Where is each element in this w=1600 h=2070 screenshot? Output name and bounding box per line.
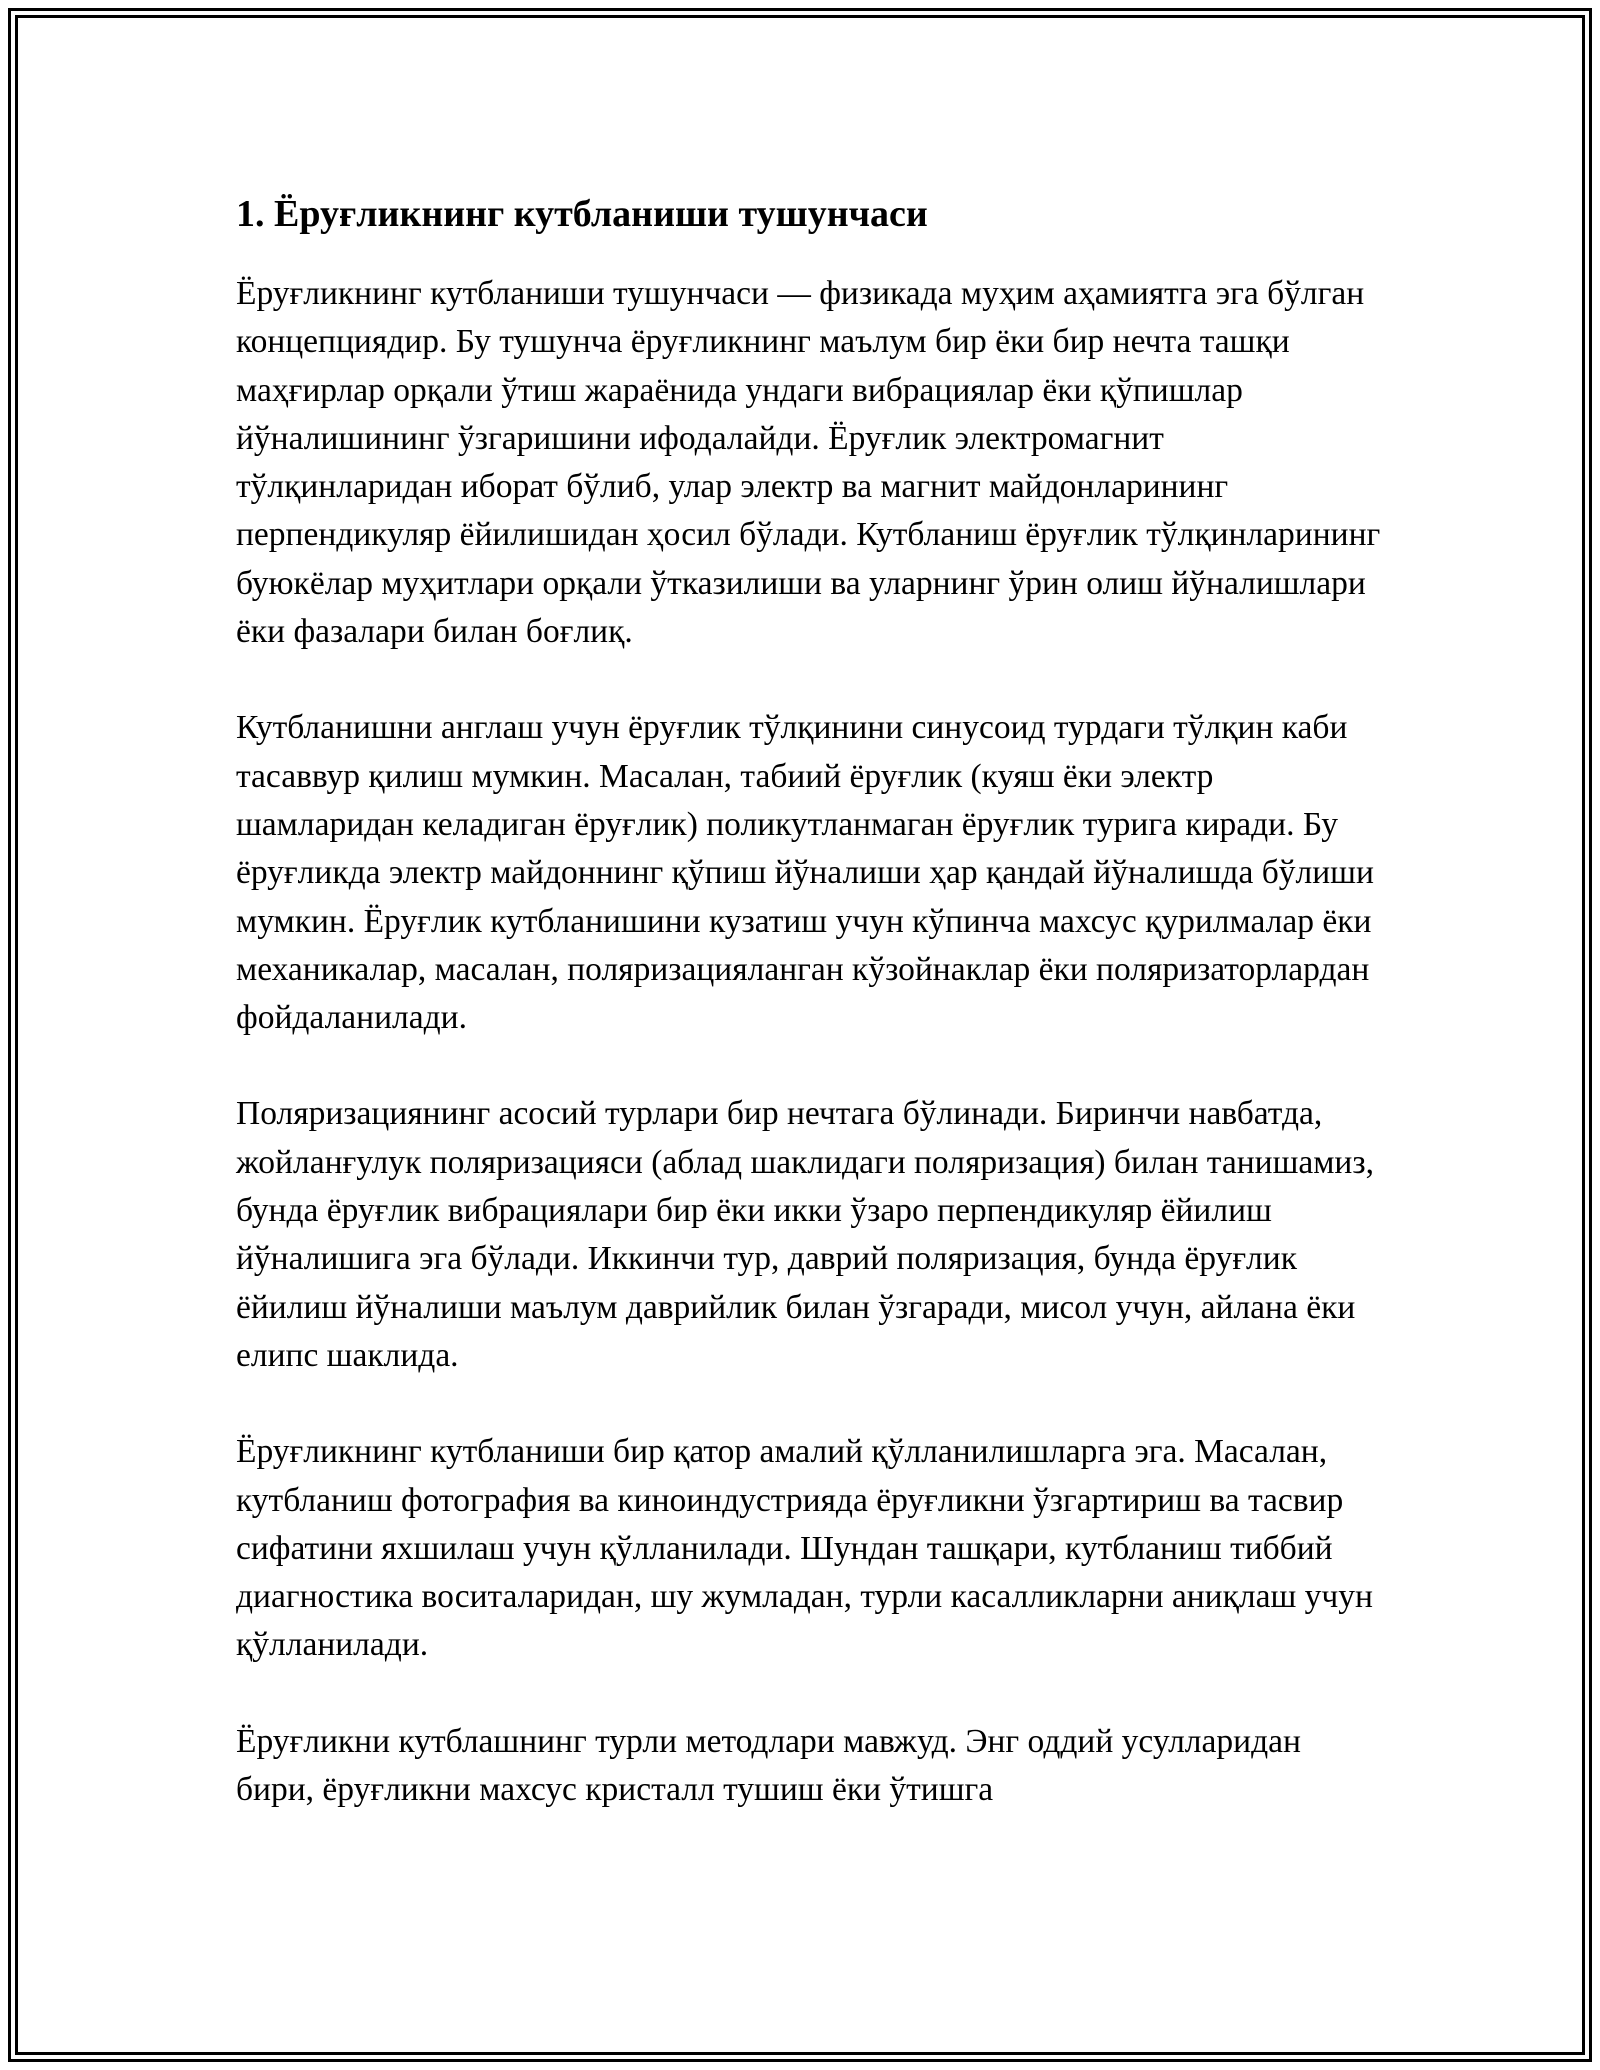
document-body bbox=[236, 188, 1386, 1862]
paragraph-1: Ёруғликнинг кутбланиши тушунчаси — физикада муҳим аҳамиятга эга бўлган концепциядир. Бу тушунча ёруғликнинг маълум бир ёки бир нечта ташқи маҳғирлар орқали ўтиш жараёнида ундаги вибрациялар ёки қўпишлар йўналишининг ўзгаришини ифодалайди. Ёруғлик электромагнит тўлқинларидан иборат бўлиб, улар электр ва магнит майдонларининг перпендикуляр ёйилишидан ҳосил бўлади. Кутбланиш ёруғлик тўлқинларининг буюкёлар муҳитлари орқали ўтказилиши ва уларнинг ўрин олиш йўналишлари ёки фазалари билан боғлиқ. bbox=[236, 275, 1381, 651]
paragraph-4: Ёруғликнинг кутбланиши бир қатор амалий қўлланилишларга эга. Масалан, кутбланиш фотография ва киноиндустрияда ёруғликни ўзгартириш ва тасвир сифатини яхшилаш учун қўлланилади. Шундан ташқари, кутбланиш тиббий диагностика воситаларидан, шу жумладан, турли касалликларни аниқлаш учун қўлланилади. bbox=[236, 1433, 1373, 1664]
paragraph-3: Поляризациянинг асосий турлари бир нечтага бўлинади. Биринчи навбатда, жойланғулук поляризацияси (аблад шаклидаги поляризация) билан танишамиз, бунда ёруғлик вибрациялари бир ёки икки ўзаро перпендикуляр ёйилиш йўналишига эга бўлади. Иккинчи тур, даврий поляризация, бунда ёруғлик ёйилиш йўналиши маълум даврийлик билан ўзгаради, мисол учун, айлана ёки елипс шаклида. bbox=[236, 1095, 1374, 1374]
paragraph-5: Ёруғликни кутблашнинг турли методлари мавжуд. Энг оддий усулларидан бири, ёруғликни махсус кристалл тушиш ёки ўтишга bbox=[236, 1722, 1301, 1809]
paragraph-2: Кутбланишни англаш учун ёруғлик тўлқинини синусоид турдаги тўлқин каби тасаввур қилиш мумкин. Масалан, табиий ёруғлик (куяш ёки электр шамларидан келадиган ёруғлик) поликутланмаган ёруғлик турига киради. Бу ёруғликда электр майдоннинг қўпиш йўналиши ҳар қандай йўналишда бўлиши мумкин. Ёруғлик кутбланишини кузатиш учун кўпинча махсус қурилмалар ёки механикалар, масалан, поляризацияланган кўзойнаклар ёки поляризаторлардан фойдаланилади. bbox=[236, 709, 1374, 1037]
section-heading: 1. Ёруғликнинг кутбланиши тушунчаси bbox=[236, 193, 928, 235]
